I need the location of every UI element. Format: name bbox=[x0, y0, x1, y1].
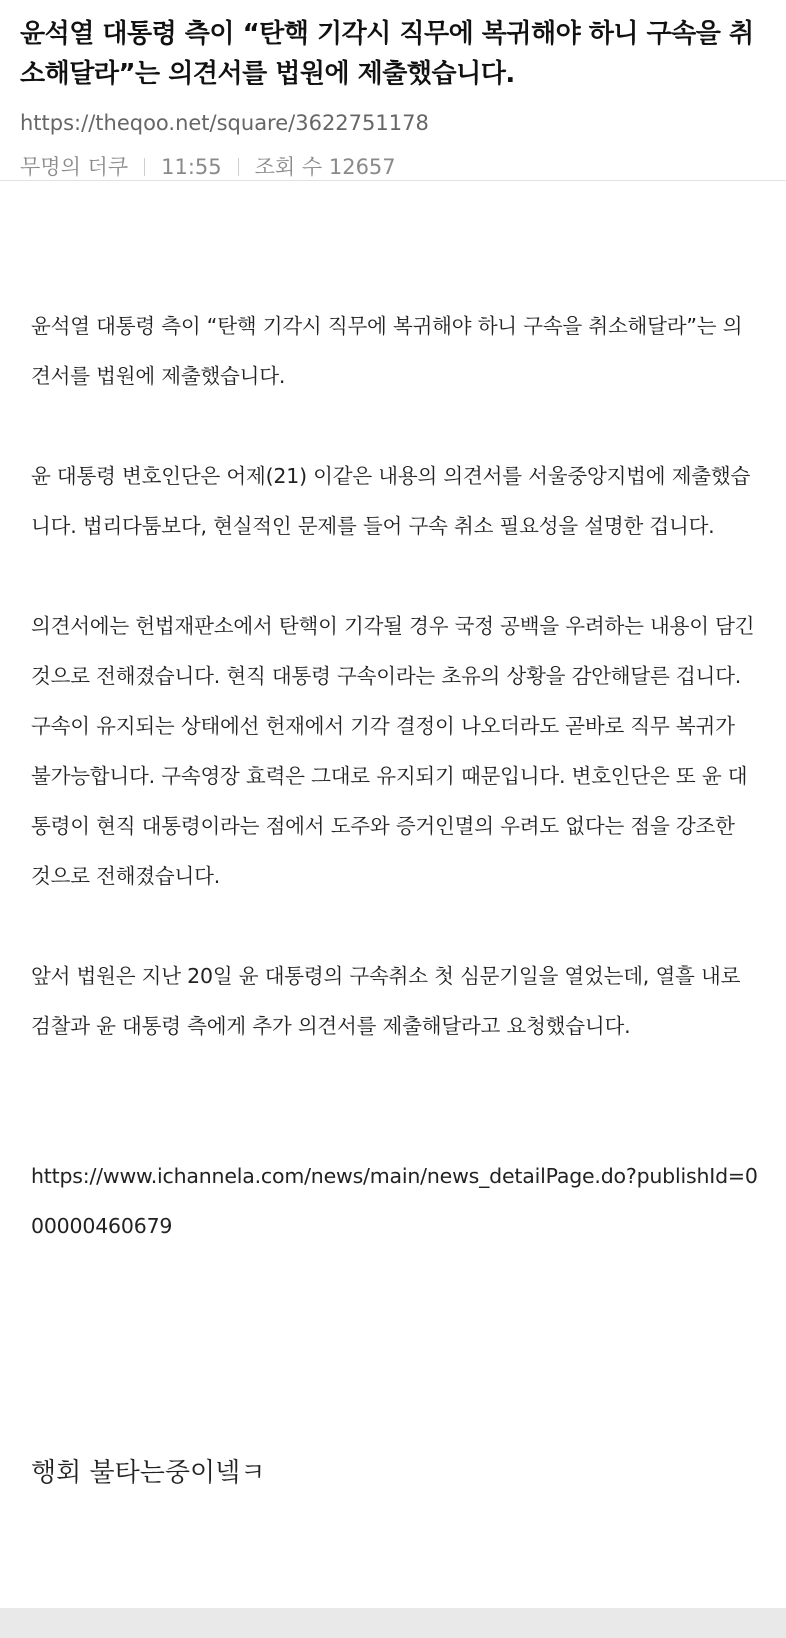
post-time: 11:55 bbox=[161, 155, 222, 179]
meta-divider bbox=[238, 158, 239, 176]
source-link[interactable]: https://www.ichannela.com/news/main/news_detailPage.do?publishId=000000460679 bbox=[31, 1164, 758, 1238]
article-paragraph: 의견서에는 헌법재판소에서 탄핵이 기각될 경우 국정 공백을 우려하는 내용이 담긴 것으로 전해졌습니다. 현직 대통령 구속이라는 초유의 상황을 감안해달른 겁니다. 구속이 유지되는 상태에선 헌재에서 기각 결정이 나오더라도 곧바로 직무 복귀가 불가능합니다. 구속영장 효력은 그대로 유지되기 때문입니다. 변호인단은 또 윤 대통령이 현직 대통령이라는 점에서 도주와 증거인멸의 우려도 없다는 점을 강조한 것으로 전해졌습니다. bbox=[31, 614, 755, 888]
bottom-bar bbox=[0, 1608, 786, 1638]
author-comment: 행회 불타는중이넼ㅋ bbox=[31, 1458, 266, 1488]
view-count: 조회 수 12657 bbox=[254, 155, 396, 179]
post-meta bbox=[20, 152, 766, 182]
post-url[interactable]: https://theqoo.net/square/3622751178 bbox=[20, 111, 429, 135]
article-body bbox=[31, 301, 758, 1251]
author-name[interactable]: 무명의 더쿠 bbox=[20, 155, 129, 179]
meta-divider bbox=[144, 158, 145, 176]
article-paragraph: 앞서 법원은 지난 20일 윤 대통령의 구속취소 첫 심문기일을 열었는데, 열흘 내로 검찰과 윤 대통령 측에게 추가 의견서를 제출해달라고 요청했습니다. bbox=[31, 964, 741, 1038]
article-paragraph: 윤 대통령 변호인단은 어제(21) 이같은 내용의 의견서를 서울중앙지법에 제출했습니다. 법리다툼보다, 현실적인 문제를 들어 구속 취소 필요성을 설명한 겁니다. bbox=[31, 464, 751, 538]
article-paragraph: 윤석열 대통령 측이 “탄핵 기각시 직무에 복귀해야 하니 구속을 취소해달라”는 의견서를 법원에 제출했습니다. bbox=[31, 314, 743, 388]
post-title: 윤석열 대통령 측이 “탄핵 기각시 직무에 복귀해야 하니 구속을 취소해달라”는 의견서를 법원에 제출했습니다. bbox=[20, 19, 754, 89]
post-header bbox=[0, 0, 786, 181]
